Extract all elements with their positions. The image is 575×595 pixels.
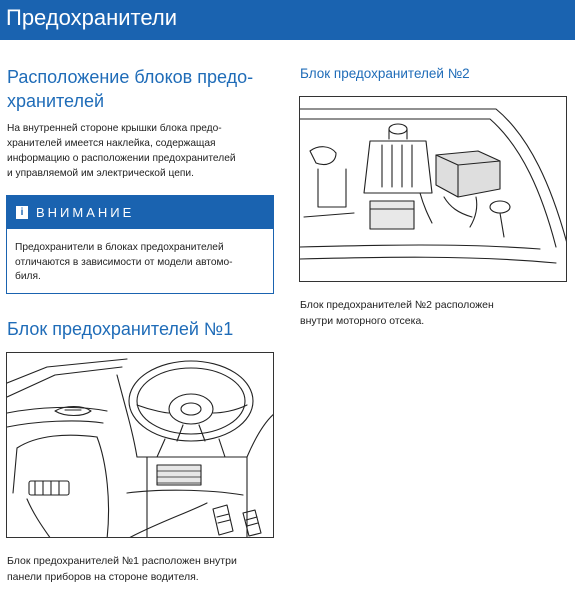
section-body-line-1: На внутренней стороне крышки блока предо- <box>7 123 222 134</box>
block1-caption-line-1: Блок предохранителей №1 расположен внутри <box>7 555 237 567</box>
interior-illustration <box>7 353 274 538</box>
block1-heading: Блок предохранителей №1 <box>7 319 234 339</box>
block2-figure <box>299 96 567 282</box>
page-header <box>0 0 575 40</box>
attention-label: ВНИМАНИЕ <box>36 205 135 220</box>
attention-header <box>7 196 273 229</box>
section-body-line-3: информацию о расположении предохранителей <box>7 153 236 164</box>
attention-line-3: биля. <box>15 271 41 282</box>
info-icon: i <box>16 206 28 219</box>
attention-line-2: отличаются в зависимости от модели автомо- <box>15 256 233 268</box>
engine-bay-illustration <box>300 97 567 282</box>
block1-caption-line-2: панели приборов на стороне водителя. <box>7 571 199 583</box>
section-heading-line-2: хранителей <box>7 91 105 111</box>
block2-caption-line-2: внутри моторного отсека. <box>300 315 425 327</box>
block2-caption-line-1: Блок предохранителей №2 расположен <box>300 299 494 311</box>
section-body-line-4: и управляемой им электрической цепи. <box>7 168 194 179</box>
page-title: Предохранители <box>6 5 177 30</box>
block1-figure <box>6 352 274 538</box>
block2-heading: Блок предохранителей №2 <box>300 66 470 81</box>
attention-line-1: Предохранители в блоках предохранителей <box>15 242 224 253</box>
attention-box <box>6 195 274 294</box>
attention-text <box>15 241 271 285</box>
section-heading-line-1: Расположение блоков предо- <box>7 67 254 87</box>
section-body-line-2: хранителей имеется наклейка, содержащая <box>7 138 216 149</box>
